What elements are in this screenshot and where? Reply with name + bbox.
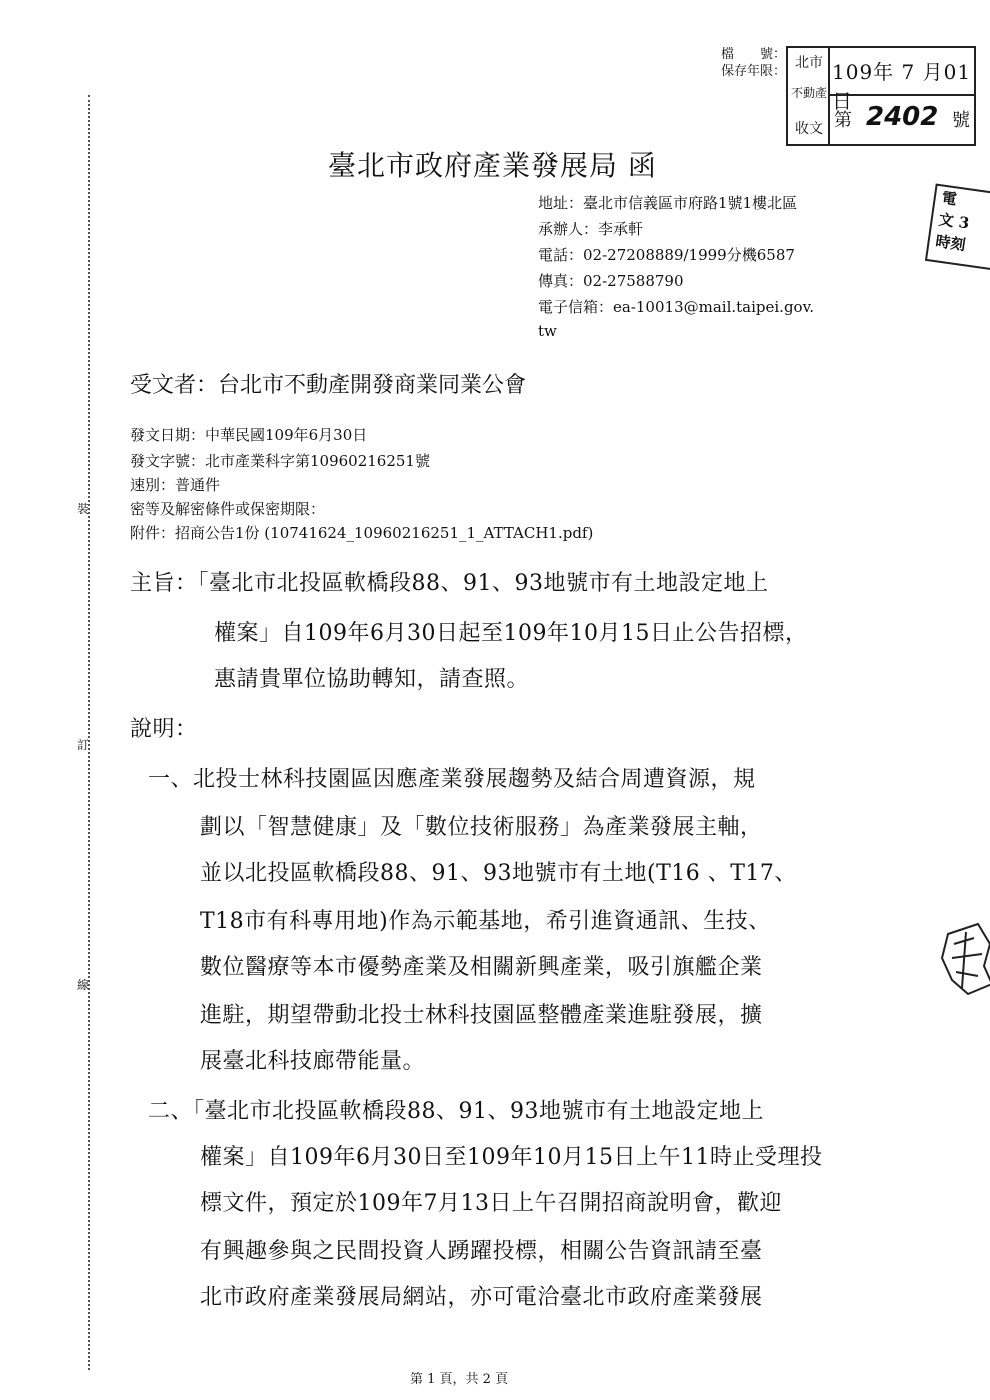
subject-line-2: 權案」自109年6月30日起至109年10月15日止公告招標，	[214, 621, 808, 646]
file-labels	[690, 46, 786, 80]
item1-line-6: 進駐，期望帶動北投士林科技園區整體產業進駐發展，擴	[200, 1003, 763, 1028]
stamp-left-2: 不動產	[790, 86, 827, 100]
page-number: 第 1 頁，共 2 頁	[410, 1372, 509, 1387]
item1-line-7: 展臺北科技廊帶能量。	[200, 1049, 426, 1074]
item1-line-3: 並以北投區軟橋段88、91、93地號市有土地(T16 、T17、	[200, 861, 797, 886]
document-number: 發文字號：北市產業科字第10960216251號	[130, 452, 430, 470]
edge-stamp-line-2: 文 3	[937, 210, 971, 233]
secrecy-level: 密等及解密條件或保密期限：	[130, 500, 326, 518]
item2-line-2: 權案」自109年6月30日至109年10月15日上午11時止受理投	[200, 1145, 823, 1170]
speed-class: 速別：普通件	[130, 476, 221, 494]
edge-stamp	[925, 184, 990, 271]
recipient: 受文者：台北市不動產開發商業同業公會	[130, 373, 527, 398]
binding-mark-zhuang: 裝	[76, 502, 89, 516]
receipt-stamp	[786, 46, 976, 146]
contact-address: 地址：臺北市信義區市府路1號1樓北區	[538, 194, 798, 212]
document-title: 臺北市政府產業發展局 函	[328, 149, 657, 182]
contact-email: 電子信箱：ea-10013@mail.taipei.gov.	[538, 298, 815, 316]
stamp-left-1: 北市	[795, 55, 823, 71]
item1-line-5: 數位醫療等本市優勢產業及相關新興產業，吸引旗艦企業	[200, 955, 763, 980]
contact-phone: 電話：02-27208889/1999分機6587	[538, 246, 795, 264]
binding-mark-ding: 訂	[76, 738, 89, 752]
item2-line-4: 有興趣參與之民間投資人踴躍投標，相關公告資訊請至臺	[200, 1239, 763, 1264]
retention-label: 保存年限：	[720, 64, 786, 79]
stamp-divider-vertical	[828, 48, 830, 144]
stamp-left-3: 收文	[795, 121, 823, 137]
attachment: 附件：招商公告1份 (10741624_10960216251_1_ATTACH1.pdf)	[130, 524, 594, 542]
stamp-number: 2402	[866, 102, 939, 132]
contact-fax: 傳真：02-27588790	[538, 272, 684, 290]
item1-line-1: 一、北投士林科技園區因應產業發展趨勢及結合周遭資源，規	[148, 767, 756, 792]
explanation-label: 說明：	[130, 717, 198, 742]
item2-line-1: 二、「臺北市北投區軟橋段88、91、93地號市有土地設定地上	[148, 1099, 764, 1124]
subject-line-3: 惠請貴單位協助轉知，請查照。	[214, 667, 530, 692]
edge-stamp-line-3: 時刻	[934, 232, 967, 255]
stamp-date: 109年 7 月01日	[832, 60, 972, 113]
item1-line-4: T18市有科專用地)作為示範基地，希引進資通訊、生技、	[200, 909, 771, 934]
seal-icon	[938, 914, 990, 1000]
binding-dotted-line	[88, 95, 90, 1370]
item1-line-2: 劃以「智慧健康」及「數位技術服務」為產業發展主軸，	[200, 815, 763, 840]
subject-line-1: 主旨：「臺北市北投區軟橋段88、91、93地號市有土地設定地上	[130, 571, 769, 596]
edge-stamp-line-1: 電	[940, 188, 959, 209]
issue-date: 發文日期：中華民國109年6月30日	[130, 426, 368, 444]
stamp-suffix: 號	[952, 110, 970, 131]
item2-line-5: 北市政府產業發展局網站，亦可電洽臺北市政府產業發展	[200, 1285, 763, 1310]
file-no-label: 檔 號：	[720, 47, 786, 62]
contact-handler: 承辦人：李承軒	[538, 220, 644, 238]
contact-email-cont: tw	[538, 322, 557, 340]
item2-line-3: 標文件，預定於109年7月13日上午召開招商說明會，歡迎	[200, 1191, 782, 1216]
stamp-order-prefix: 第	[834, 110, 852, 131]
binding-mark-xian: 線	[76, 978, 89, 992]
